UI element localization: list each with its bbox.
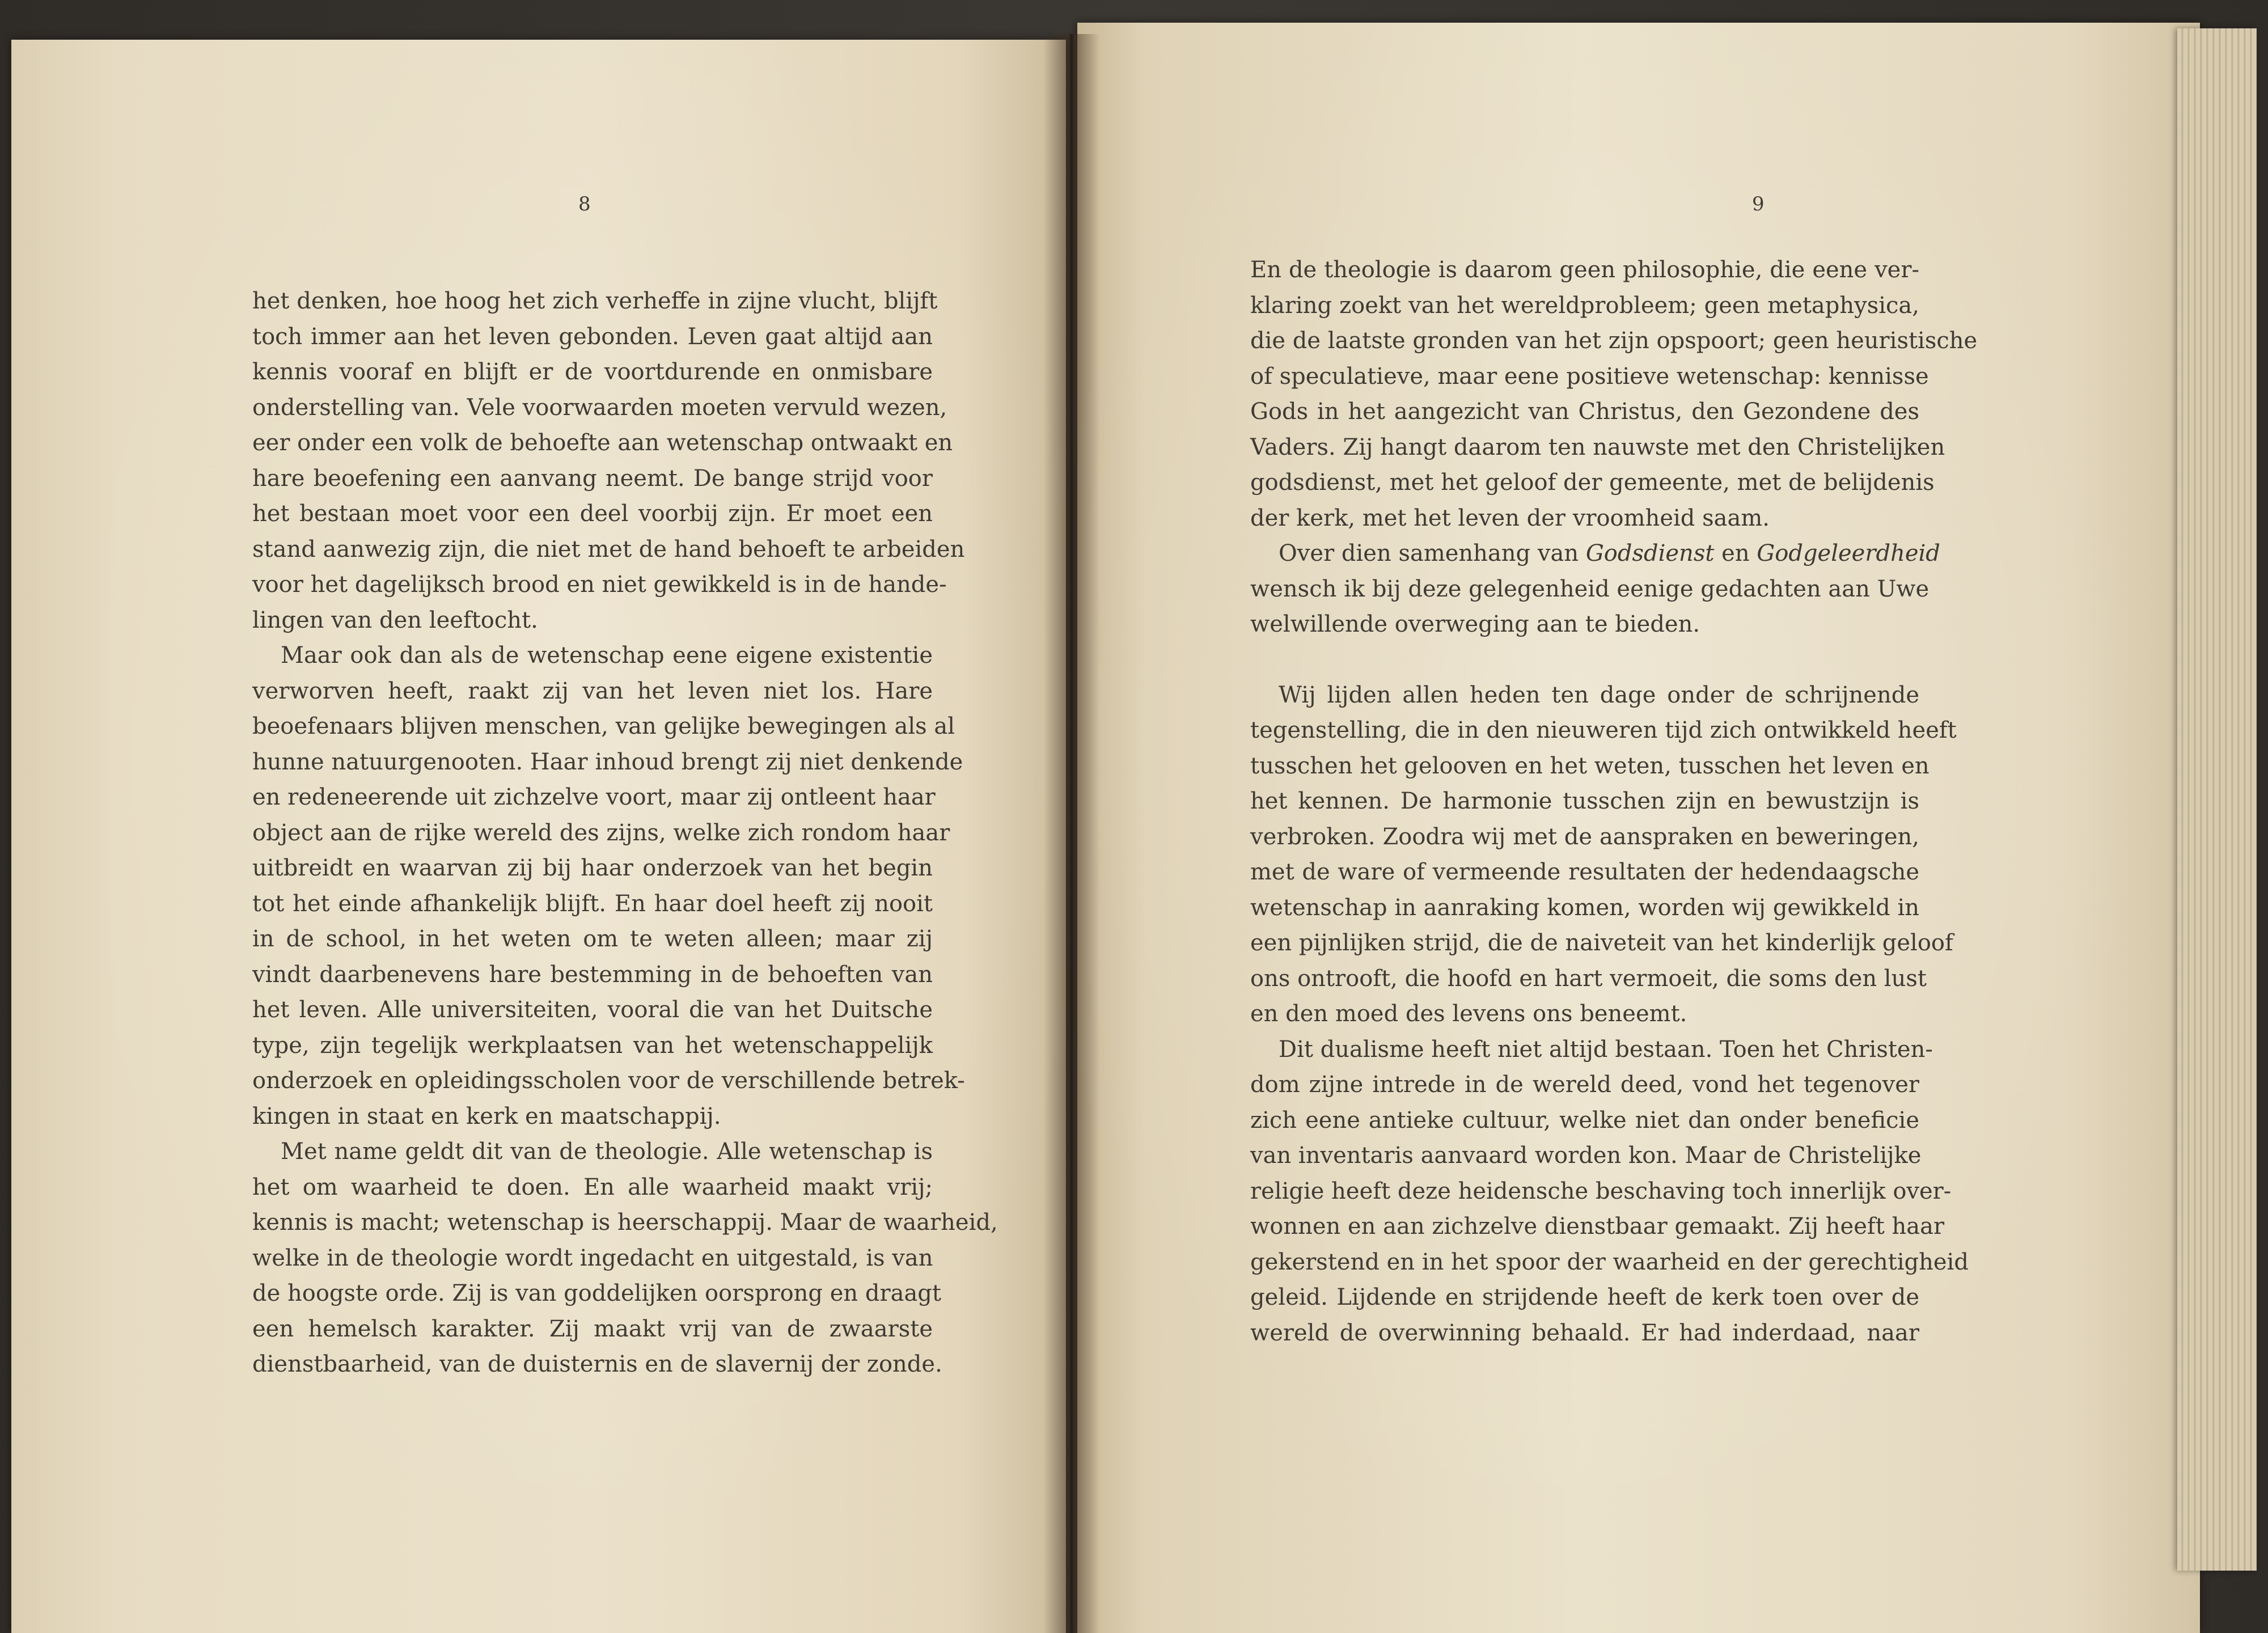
text-line: uitbreidt en waarvan zij bij haar onderzoek van het begin [252, 855, 933, 881]
text-line: verworven heeft, raakt zij van het leven niet los. Hare [252, 678, 933, 704]
text-line: van inventaris aanvaard worden kon. Maar de Christelijke [1250, 1143, 1922, 1169]
text-line: voor het dagelijksch brood en niet gewikkeld is in de hande- [252, 572, 947, 598]
right-page [1077, 23, 2200, 1633]
text-line: Wij lijden allen heden ten dage onder de schrijnende [1279, 682, 1919, 708]
text-line: type, zijn tegelijk werkplaatsen van het wetenschappelijk [252, 1032, 933, 1059]
text-line: En de theologie is daarom geen philosophie, die eene ver- [1250, 257, 1919, 283]
text-line: onderzoek en opleidingsscholen voor de verschillende betrek- [252, 1068, 965, 1094]
italic-term-godsdienst: Godsdienst [1585, 540, 1715, 566]
text-line: godsdienst, met het geloof der gemeente, met de belijdenis [1250, 469, 1935, 496]
text-line: ons ontrooft, die hoofd en hart vermoeit, die soms den lust [1250, 965, 1927, 992]
text-line: dom zijne intrede in de wereld deed, vond het tegenover [1250, 1072, 1919, 1098]
text-fragment: Over dien samenhang van [1279, 540, 1579, 566]
page-edges [2177, 28, 2257, 1571]
text-line: een hemelsch karakter. Zij maakt vrij van de zwaarste [252, 1315, 933, 1342]
text-line: verbroken. Zoodra wij met de aanspraken en beweringen, [1250, 823, 1919, 850]
text-line: welwillende overweging aan te bieden. [1250, 611, 1700, 637]
text-line: kingen in staat en kerk en maatschappij. [252, 1103, 721, 1129]
text-line: tusschen het gelooven en het weten, tusschen het leven en [1250, 752, 1930, 779]
text-line: onderstelling van. Vele voorwaarden moeten vervuld wezen, [252, 394, 947, 421]
text-line: het kennen. De harmonie tusschen zijn en bewustzijn is [1250, 788, 1919, 814]
text-line: Gods in het aangezicht van Christus, den Gezondene des [1250, 399, 1919, 425]
text-line: hunne natuurgenooten. Haar inhoud brengt zij niet denkende [252, 748, 963, 775]
text-line: of speculatieve, maar eene positieve wetenschap: kennisse [1250, 363, 1929, 390]
text-line: Met name geldt dit van de theologie. Alle wetenschap is [281, 1139, 933, 1165]
text-line: stand aanwezig zijn, die niet met de hand behoeft te arbeiden [252, 536, 965, 562]
page-number: 8 [578, 193, 591, 215]
text-line: tegenstelling, die in den nieuweren tijd zich ontwikkeld heeft [1250, 717, 1957, 743]
text-line: vindt daarbenevens hare bestemming in de behoeften van [252, 961, 933, 988]
text-line: Dit dualisme heeft niet altijd bestaan. Toen het Christen- [1279, 1036, 1933, 1063]
text-line: welke in de theologie wordt ingedacht en uitgestald, is van [252, 1245, 933, 1271]
text-line: het om waarheid te doen. En alle waarheid maakt vrij; [252, 1174, 933, 1200]
page-number: 9 [1752, 193, 1765, 215]
right-page-text [1250, 252, 1978, 1351]
text-line: eer onder een volk de behoefte aan wetenschap ontwaakt en [252, 430, 953, 456]
text-line: kennis vooraf en blijft er de voortdurende en onmisbare [252, 359, 933, 385]
text-line: het bestaan moet voor een deel voorbij zijn. Er moet een [252, 501, 933, 527]
italic-term-godgeleerdheid: Godgeleerdheid [1757, 540, 1940, 566]
text-line: het denken, hoe hoog het zich verheffe in zijne vlucht, blijft [252, 288, 938, 314]
text-line: toch immer aan het leven gebonden. Leven gaat altijd aan [252, 323, 933, 350]
text-line: wetenschap in aanraking komen, worden wij gewikkeld in [1250, 894, 1919, 921]
text-line: Maar ook dan als de wetenschap eene eigene existentie [281, 642, 933, 669]
section-gap [1250, 642, 1919, 678]
text-line: het leven. Alle universiteiten, vooral die van het Duitsche [252, 997, 933, 1023]
text-line: met de ware of vermeende resultaten der hedendaagsche [1250, 859, 1919, 885]
text-fragment: en [1721, 540, 1750, 566]
text-line: lingen van den leeftocht. [252, 607, 538, 633]
text-line: object aan de rijke wereld des zijns, welke zich rondom haar [252, 819, 950, 846]
text-line: kennis is macht; wetenschap is heerschappij. Maar de waarheid, [252, 1209, 998, 1236]
left-page-text [252, 284, 998, 1382]
text-line [1250, 536, 1940, 572]
left-page [11, 40, 1066, 1633]
text-line: die de laatste gronden van het zijn opspoort; geen heuristische [1250, 328, 1978, 354]
text-line: wereld de overwinning behaald. Er had inderdaad, naar [1250, 1319, 1919, 1346]
text-line: geleid. Lijdende en strijdende heeft de kerk toen over de [1250, 1284, 1919, 1310]
text-line: Vaders. Zij hangt daarom ten nauwste met den Christelijken [1250, 434, 1945, 460]
book-gutter [1043, 34, 1100, 1633]
text-line: tot het einde afhankelijk blijft. En haar doel heeft zij nooit [252, 890, 933, 917]
text-line: de hoogste orde. Zij is van goddelijken oorsprong en draagt [252, 1280, 941, 1306]
text-line: een pijnlijken strijd, die de naiveteit van het kinderlijk geloof [1250, 930, 1953, 956]
text-line: zich eene antieke cultuur, welke niet dan onder beneficie [1250, 1107, 1919, 1133]
text-line: hare beoefening een aanvang neemt. De bange strijd voor [252, 465, 933, 492]
text-line: klaring zoekt van het wereldprobleem; geen metaphysica, [1250, 292, 1919, 319]
text-line: wensch ik bij deze gelegenheid eenige gedachten aan Uwe [1250, 576, 1930, 602]
text-line: wonnen en aan zichzelve dienstbaar gemaakt. Zij heeft haar [1250, 1213, 1945, 1239]
text-line: gekerstend en in het spoor der waarheid en der gerechtigheid [1250, 1249, 1969, 1275]
text-line: en den moed des levens ons beneemt. [1250, 1001, 1687, 1027]
text-line: en redeneerende uit zichzelve voort, maar zij ontleent haar [252, 784, 936, 810]
text-line: religie heeft deze heidensche beschaving toch innerlijk over- [1250, 1178, 1952, 1204]
text-line: der kerk, met het leven der vroomheid saam. [1250, 505, 1770, 531]
text-line: dienstbaarheid, van de duisternis en de slavernij der zonde. [252, 1351, 942, 1377]
text-line: beoefenaars blijven menschen, van gelijke bewegingen als al [252, 713, 955, 739]
text-line: in de school, in het weten om te weten alleen; maar zij [252, 926, 933, 952]
